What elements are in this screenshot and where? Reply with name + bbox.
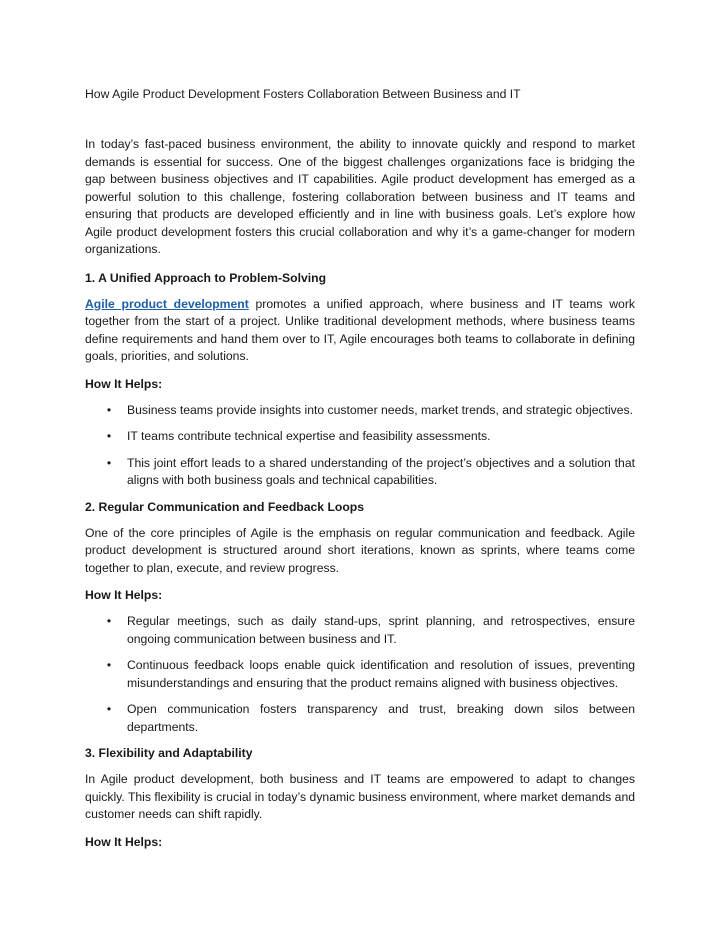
list-item: • This joint effort leads to a shared understanding of the project’s objectives and a solution that aligns with both business goals and technical capabilities. xyxy=(85,455,635,490)
section-1-bullet-list xyxy=(85,402,635,490)
intro-paragraph: In today’s fast-paced business environment, the ability to innovate quickly and respond to market demands is essential for success. One of the biggest challenges organizations face is bridging the gap between business objectives and IT capabilities. Agile product development has emerged as a powerful solution to this challenge, fostering collaboration between business and IT teams and ensuring that products are developed efficiently and in line with business goals. Let’s explore how Agile product development fosters this crucial collaboration and why it’s a game-changer for modern organizations. xyxy=(85,137,635,256)
section-2-how-it-helps: How It Helps: xyxy=(85,588,163,602)
section-3-how-it-helps: How It Helps: xyxy=(85,834,163,849)
section-3-heading: 3. Flexibility and Adaptability xyxy=(85,746,253,760)
bullet-icon: • xyxy=(106,658,112,672)
bullet-icon: • xyxy=(106,702,112,716)
list-item: • Open communication fosters transparency and trust, breaking down silos between departments. xyxy=(85,701,635,736)
section-3-paragraph: In Agile product development, both business and IT teams are empowered to adapt to changes quickly. This flexibility is crucial in today’s dynamic business environment, where market demands and customer needs can shift rapidly. xyxy=(85,772,635,821)
section-2-bullet-list xyxy=(85,613,635,736)
section-2-paragraph: One of the core principles of Agile is the emphasis on regular communication and feedback. Agile product development is structured around short iterations, known as sprints, where teams come together to plan, execute, and review progress. xyxy=(85,525,635,575)
bullet-icon: • xyxy=(106,614,112,628)
bullet-icon: • xyxy=(106,429,112,443)
section-2-heading: 2. Regular Communication and Feedback Loops xyxy=(85,499,365,514)
list-item: • Business teams provide insights into customer needs, market trends, and strategic objectives. xyxy=(85,402,635,420)
document-title: How Agile Product Development Fosters Collaboration Between Business and IT xyxy=(85,87,521,101)
list-item: • Regular meetings, such as daily stand-ups, sprint planning, and retrospectives, ensure ongoing communication between business and IT. xyxy=(85,613,635,648)
bullet-icon: • xyxy=(106,455,112,470)
agile-product-development-link[interactable]: Agile product development xyxy=(85,296,249,311)
section-1-how-it-helps: How It Helps: xyxy=(85,376,163,391)
list-item: • IT teams contribute technical expertise and feasibility assessments. xyxy=(85,428,635,446)
section-1-paragraph xyxy=(85,296,635,366)
list-item: • Continuous feedback loops enable quick identification and resolution of issues, preventing misunderstandings and ensuring that the product remains aligned with business objectives. xyxy=(85,657,635,692)
section-1-heading: 1. A Unified Approach to Problem-Solving xyxy=(85,270,327,285)
bullet-icon: • xyxy=(106,402,112,417)
section-1-paragraph-text: promotes a unified approach, where business and IT teams work together from the start of a project. Unlike traditional development methods, where business teams define requirements and hand them over to IT, Agile encourages both teams to collaborate in defining goals, priorities, and solutions. xyxy=(85,296,635,363)
